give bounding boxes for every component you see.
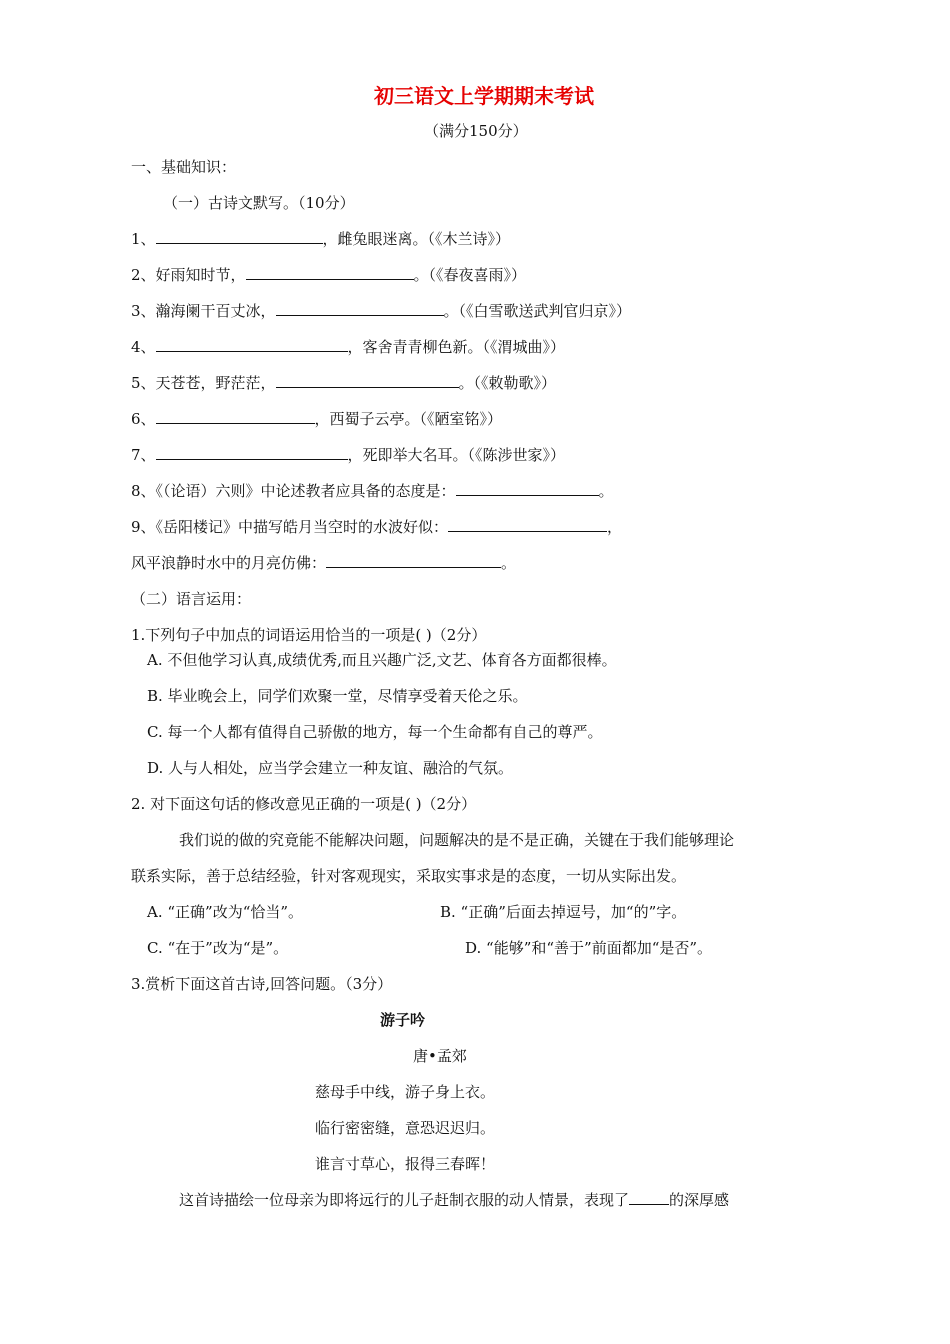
question-3: 3、瀚海阑干百丈冰， 。（《白雪歌送武判官归京》） bbox=[131, 302, 632, 320]
answer-blank[interactable] bbox=[448, 517, 607, 532]
poem-line: 临行密密缝，意恐迟迟归。 bbox=[315, 1119, 496, 1137]
choice-question-stem: 2. 对下面这句话的修改意见正确的一项是( )（2分） bbox=[131, 795, 477, 813]
poem-description: 这首诗描绘一位母亲为即将远行的儿子赶制衣服的动人情景，表现了 的深厚感 bbox=[179, 1191, 730, 1209]
question-4: 4、 ，客舍青青柳色新。（《渭城曲》） bbox=[131, 338, 566, 356]
option-c[interactable]: C. 每一个人都有值得自己骄傲的地方，每一个生命都有自己的尊严。 bbox=[147, 723, 603, 741]
answer-blank[interactable] bbox=[326, 553, 501, 568]
full-score: （满分150分） bbox=[424, 122, 528, 140]
section-heading: 一、基础知识： bbox=[131, 158, 237, 176]
answer-blank[interactable] bbox=[456, 481, 599, 496]
page-title: 初三语文上学期期末考试 bbox=[374, 84, 594, 108]
poem-title: 游子吟 bbox=[380, 1011, 426, 1029]
answer-blank[interactable] bbox=[156, 229, 323, 244]
answer-blank[interactable] bbox=[276, 373, 459, 388]
passage-line: 我们说的做的究竟能不能解决问题，问题解决的是不是正确，关键在于我们能够理论 bbox=[179, 831, 735, 849]
option-d[interactable]: D. “能够”和“善于”前面都加“是否”。 bbox=[465, 939, 713, 957]
question-6: 6、 ，西蜀子云亭。（《陋室铭》） bbox=[131, 410, 503, 428]
question-7: 7、 ，死即举大名耳。（《陈涉世家》） bbox=[131, 446, 566, 464]
answer-blank[interactable] bbox=[156, 337, 348, 352]
answer-blank[interactable] bbox=[156, 445, 348, 460]
part-heading: （二）语言运用： bbox=[131, 590, 252, 608]
answer-blank[interactable] bbox=[246, 265, 414, 280]
option-b[interactable]: B. 毕业晚会上，同学们欢聚一堂，尽情享受着天伦之乐。 bbox=[147, 687, 528, 705]
question-9-continued: 风平浪静时水中的月亮仿佛： 。 bbox=[131, 554, 517, 572]
poem-line: 慈母手中线，游子身上衣。 bbox=[315, 1083, 496, 1101]
answer-blank[interactable] bbox=[156, 409, 315, 424]
question-1: 1、 ，雌兔眼迷离。（《木兰诗》） bbox=[131, 230, 511, 248]
poem-line: 谁言寸草心，报得三春晖！ bbox=[315, 1155, 496, 1173]
question-8: 8、《（论语）六则》中论述教者应具备的态度是： 。 bbox=[131, 482, 614, 500]
question-9: 9、《岳阳楼记》中描写皓月当空时的水波好似： ， bbox=[131, 518, 623, 536]
choice-question-stem: 1.下列句子中加点的词语运用恰当的一项是( )（2分） bbox=[131, 626, 487, 644]
passage-line: 联系实际，善于总结经验，针对客观现实，采取实事求是的态度，一切从实际出发。 bbox=[131, 867, 687, 885]
question-5: 5、天苍苍，野茫茫， 。（《敕勒歌》） bbox=[131, 374, 557, 392]
option-d[interactable]: D. 人与人相处，应当学会建立一种友谊、融洽的气氛。 bbox=[147, 759, 514, 777]
answer-blank[interactable] bbox=[276, 301, 444, 316]
answer-blank[interactable] bbox=[629, 1190, 669, 1205]
poem-author: 唐•孟郊 bbox=[413, 1047, 467, 1065]
option-a[interactable]: A. “正确”改为“恰当”。 bbox=[147, 903, 304, 921]
option-c[interactable]: C. “在于”改为“是”。 bbox=[147, 939, 289, 957]
option-a[interactable]: A. 不但他学习认真,成绩优秀,而且兴趣广泛,文艺、体育各方面都很棒。 bbox=[147, 651, 617, 669]
poem-question-stem: 3.赏析下面这首古诗,回答问题。（3分） bbox=[131, 975, 393, 993]
option-b[interactable]: B. “正确”后面去掉逗号，加“的”字。 bbox=[440, 903, 687, 921]
question-2: 2、好雨知时节， 。（《春夜喜雨》） bbox=[131, 266, 527, 284]
part-heading: （一）古诗文默写。（10分） bbox=[163, 194, 355, 212]
